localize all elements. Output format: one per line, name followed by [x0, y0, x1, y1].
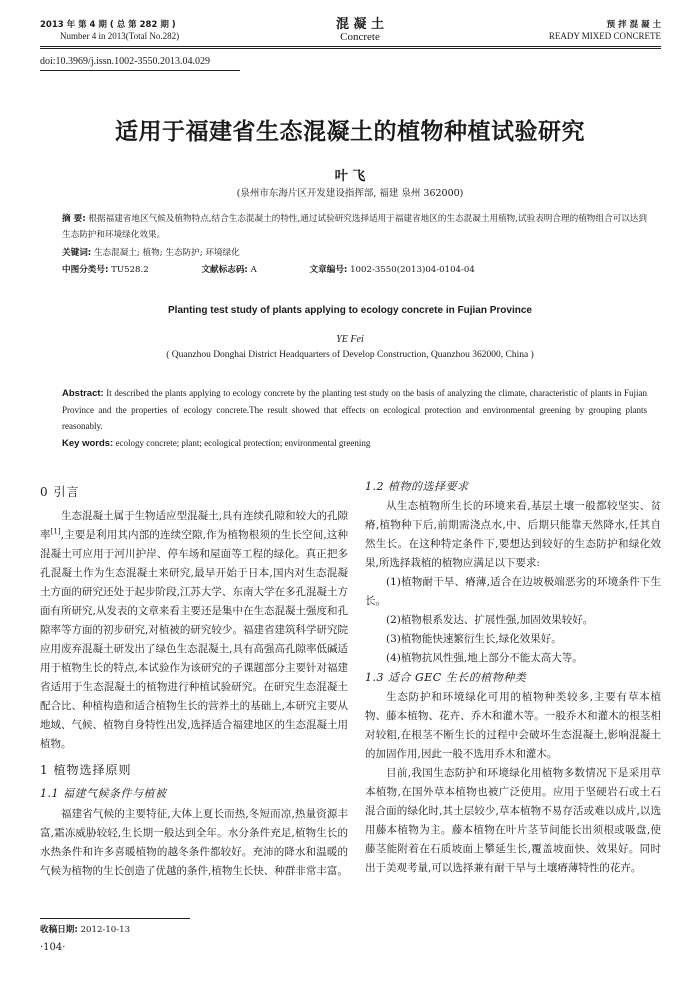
- author-en: YE Fei: [336, 334, 364, 345]
- keywords-cn: [62, 245, 647, 261]
- received-label: 收稿日期:: [40, 925, 78, 935]
- abstract-en: [62, 385, 647, 434]
- header-journal-en: Concrete: [340, 31, 380, 43]
- requirement-3: (3)植物能快速繁衍生长,绿化效果好。: [386, 633, 562, 645]
- received-date: [40, 922, 130, 938]
- requirement-1: (1)植物耐干旱、瘠薄,适合在边坡极端恶劣的环境条件下生长。: [365, 576, 661, 607]
- header-issue-cn: 2013 年 第 4 期 ( 总 第 282 期 ): [40, 20, 176, 30]
- section-1-3-paragraph-1: 生态防护和环境绿化可用的植物种类较多,主要有草本植物、藤本植物、花卉、乔木和灌木等。一般乔木和灌木的根茎相对较粗,在根茎不断生长的过程中会破坏生态混凝土,影响混凝土的加固作用,因此一般不选用乔木和灌木。: [365, 691, 661, 760]
- received-value: 2012-10-13: [80, 925, 131, 935]
- section-1-heading: 1 植物选择原则: [40, 763, 132, 777]
- keywords-en-label: Key words:: [62, 438, 114, 449]
- affiliation-en: ( Quanzhou Donghai District Headquarters of Develop Construction, Quanzhou 362000, China ): [166, 350, 534, 360]
- doi-rule: [40, 70, 240, 71]
- classification-line: [62, 262, 647, 278]
- section-0-text-b: ,主要是利用其内部的连续空隙,作为植物根须的生长空间,这种混凝土可应用于河川护岸、停车场和屋面等工程的绿化。真正把多孔混凝土作为生态混凝土来研究,最早开始于日本,国内对生态混凝土方面的研究还处于起步阶段,江苏大学、东南大学在多孔混凝土方面有所研究,从发表的文章来看主要还是集中在生态混凝土强度和孔隙率等方面的初步研究,对植被的研究较少。福建省建筑科学研究院应用废弃混凝土研发出了绿色生态混凝土,具有高强高孔隙率低碱适用于植物生长的特点,本试验作为该研究的子课题部分主要针对福建省适用于生态混凝土的植物进行种植试验研究。在研究生态混凝土配合比、种植构造和适合植物生长的营养土的基础上,本研究主要从地域、气候、植物自身特性出发,选择适合福建地区的生态混凝土用植物。: [40, 529, 349, 750]
- doc-code-label: 文献标志码:: [201, 265, 248, 275]
- section-1-2-paragraph: 从生态植物所生长的环境来看,基层土壤一般都较坚实、贫瘠,植物种下后,前期需浇点水,中、后期只能靠天然降水,任其自然生长。在这种特定条件下,要想达到较好的生态防护和绿化效果,所选择栽植的植物应满足以下要求:: [365, 500, 661, 569]
- abstract-en-label: Abstract:: [62, 388, 104, 399]
- section-1-1-heading: 1.1 福建气候条件与植被: [40, 787, 167, 800]
- header-column-en: READY MIXED CONCRETE: [548, 31, 661, 41]
- clc-value: TU528.2: [111, 265, 149, 275]
- article-no-value: 1002-3550(2013)04-0104-04: [350, 265, 475, 275]
- section-0-paragraph: [40, 507, 348, 754]
- section-1-1-paragraph: 福建省气候的主要特征,大体上夏长而热,冬短而凉,热量资源丰富,霜冻威胁较轻,生长期一般达到全年。水分条件充足,植物生长的水热条件和许多喜暖植物的越冬条件都较好。充沛的降水和温暖的气候为植物的生长创造了优越的条件,植物生长快、种群非常丰富。: [40, 808, 348, 877]
- doc-code-value: A: [250, 265, 257, 275]
- footnote-rule: [40, 918, 190, 919]
- citation-ref: [1]: [50, 527, 61, 536]
- header-rule-top: [40, 46, 661, 47]
- article-no-label: 文章编号:: [309, 265, 348, 275]
- section-1-3-heading: 1.3 适合 GEC 生长的植物种类: [365, 671, 527, 684]
- section-1-2-heading: 1.2 植物的选择要求: [365, 480, 469, 493]
- header-column-cn: 预 拌 混 凝 土: [606, 20, 661, 30]
- keywords-en-text: ecology concrete; plant; ecological protection; environmental greening: [115, 438, 371, 448]
- abstract-cn: [62, 211, 647, 243]
- abstract-en-text: It described the plants applying to ecology concrete by the planting test study on the basis of analyzing the climate, characteristic of plants in Fujian Province and the properties of ecology concrete.The result showed that effects on ecological protection and environmental greening by grouping plants reasonably.: [62, 388, 647, 431]
- paper-title-en: Planting test study of plants applying to ecology concrete in Fujian Province: [168, 305, 532, 316]
- keywords-cn-label: 关键词:: [62, 248, 92, 258]
- paper-title-cn: 适用于福建省生态混凝土的植物种植试验研究: [115, 119, 585, 145]
- page-number: ·104·: [40, 942, 66, 953]
- keywords-en: [62, 435, 647, 452]
- header-rule-bottom: [40, 48, 661, 49]
- abstract-cn-text: 根据福建省地区气候及植物特点,结合生态混凝土的特性,通过试验研究选择适用于福建省地区的生态混凝土用植物,试验表明合理的植物组合可以达到生态防护和环境绿化效果。: [62, 214, 648, 240]
- clc-label: 中图分类号:: [62, 265, 109, 275]
- right-column: [365, 477, 661, 878]
- header-issue-en: Number 4 in 2013(Total No.282): [60, 31, 180, 41]
- section-1-3-paragraph-2: 目前,我国生态防护和环境绿化用植物多数情况下是采用草本植物,在国外草本植物也被广泛使用。应用于坚硬岩石或土石混合面的绿化时,其土层较少,草本植物不易存活或难以成片,以选用藤本植物为主。藤本植物在叶片茎节间能长出须根或吸盘,使藤茎能附着在石质坡面上攀延生长,覆盖坡面快、效果好。同时出于美观考量,可以选择兼有耐干旱与土壤瘠薄特性的花卉。: [365, 767, 661, 874]
- left-column: [40, 477, 348, 881]
- doi: doi:10.3969/j.issn.1002-3550.2013.04.029: [40, 56, 211, 67]
- section-0-text-a: 生态混凝土属于生物适应型混凝土,具有连续孔隙和较大的孔隙率: [40, 510, 348, 541]
- requirement-2: (2)植物根系发达、扩展性强,加固效果较好。: [386, 614, 594, 626]
- affiliation-cn: (泉州市东海片区开发建设指挥部, 福建 泉州 362000): [236, 188, 464, 199]
- abstract-cn-label: 摘 要:: [62, 214, 86, 224]
- header-journal-cn: 混 凝 土: [335, 17, 385, 32]
- requirement-4: (4)植物抗风性强,地上部分不能太高大等。: [386, 652, 583, 664]
- author-cn: 叶 飞: [334, 169, 366, 184]
- keywords-cn-text: 生态混凝土; 植物; 生态防护; 环境绿化: [93, 248, 240, 258]
- section-0-heading: 0 引言: [40, 485, 80, 499]
